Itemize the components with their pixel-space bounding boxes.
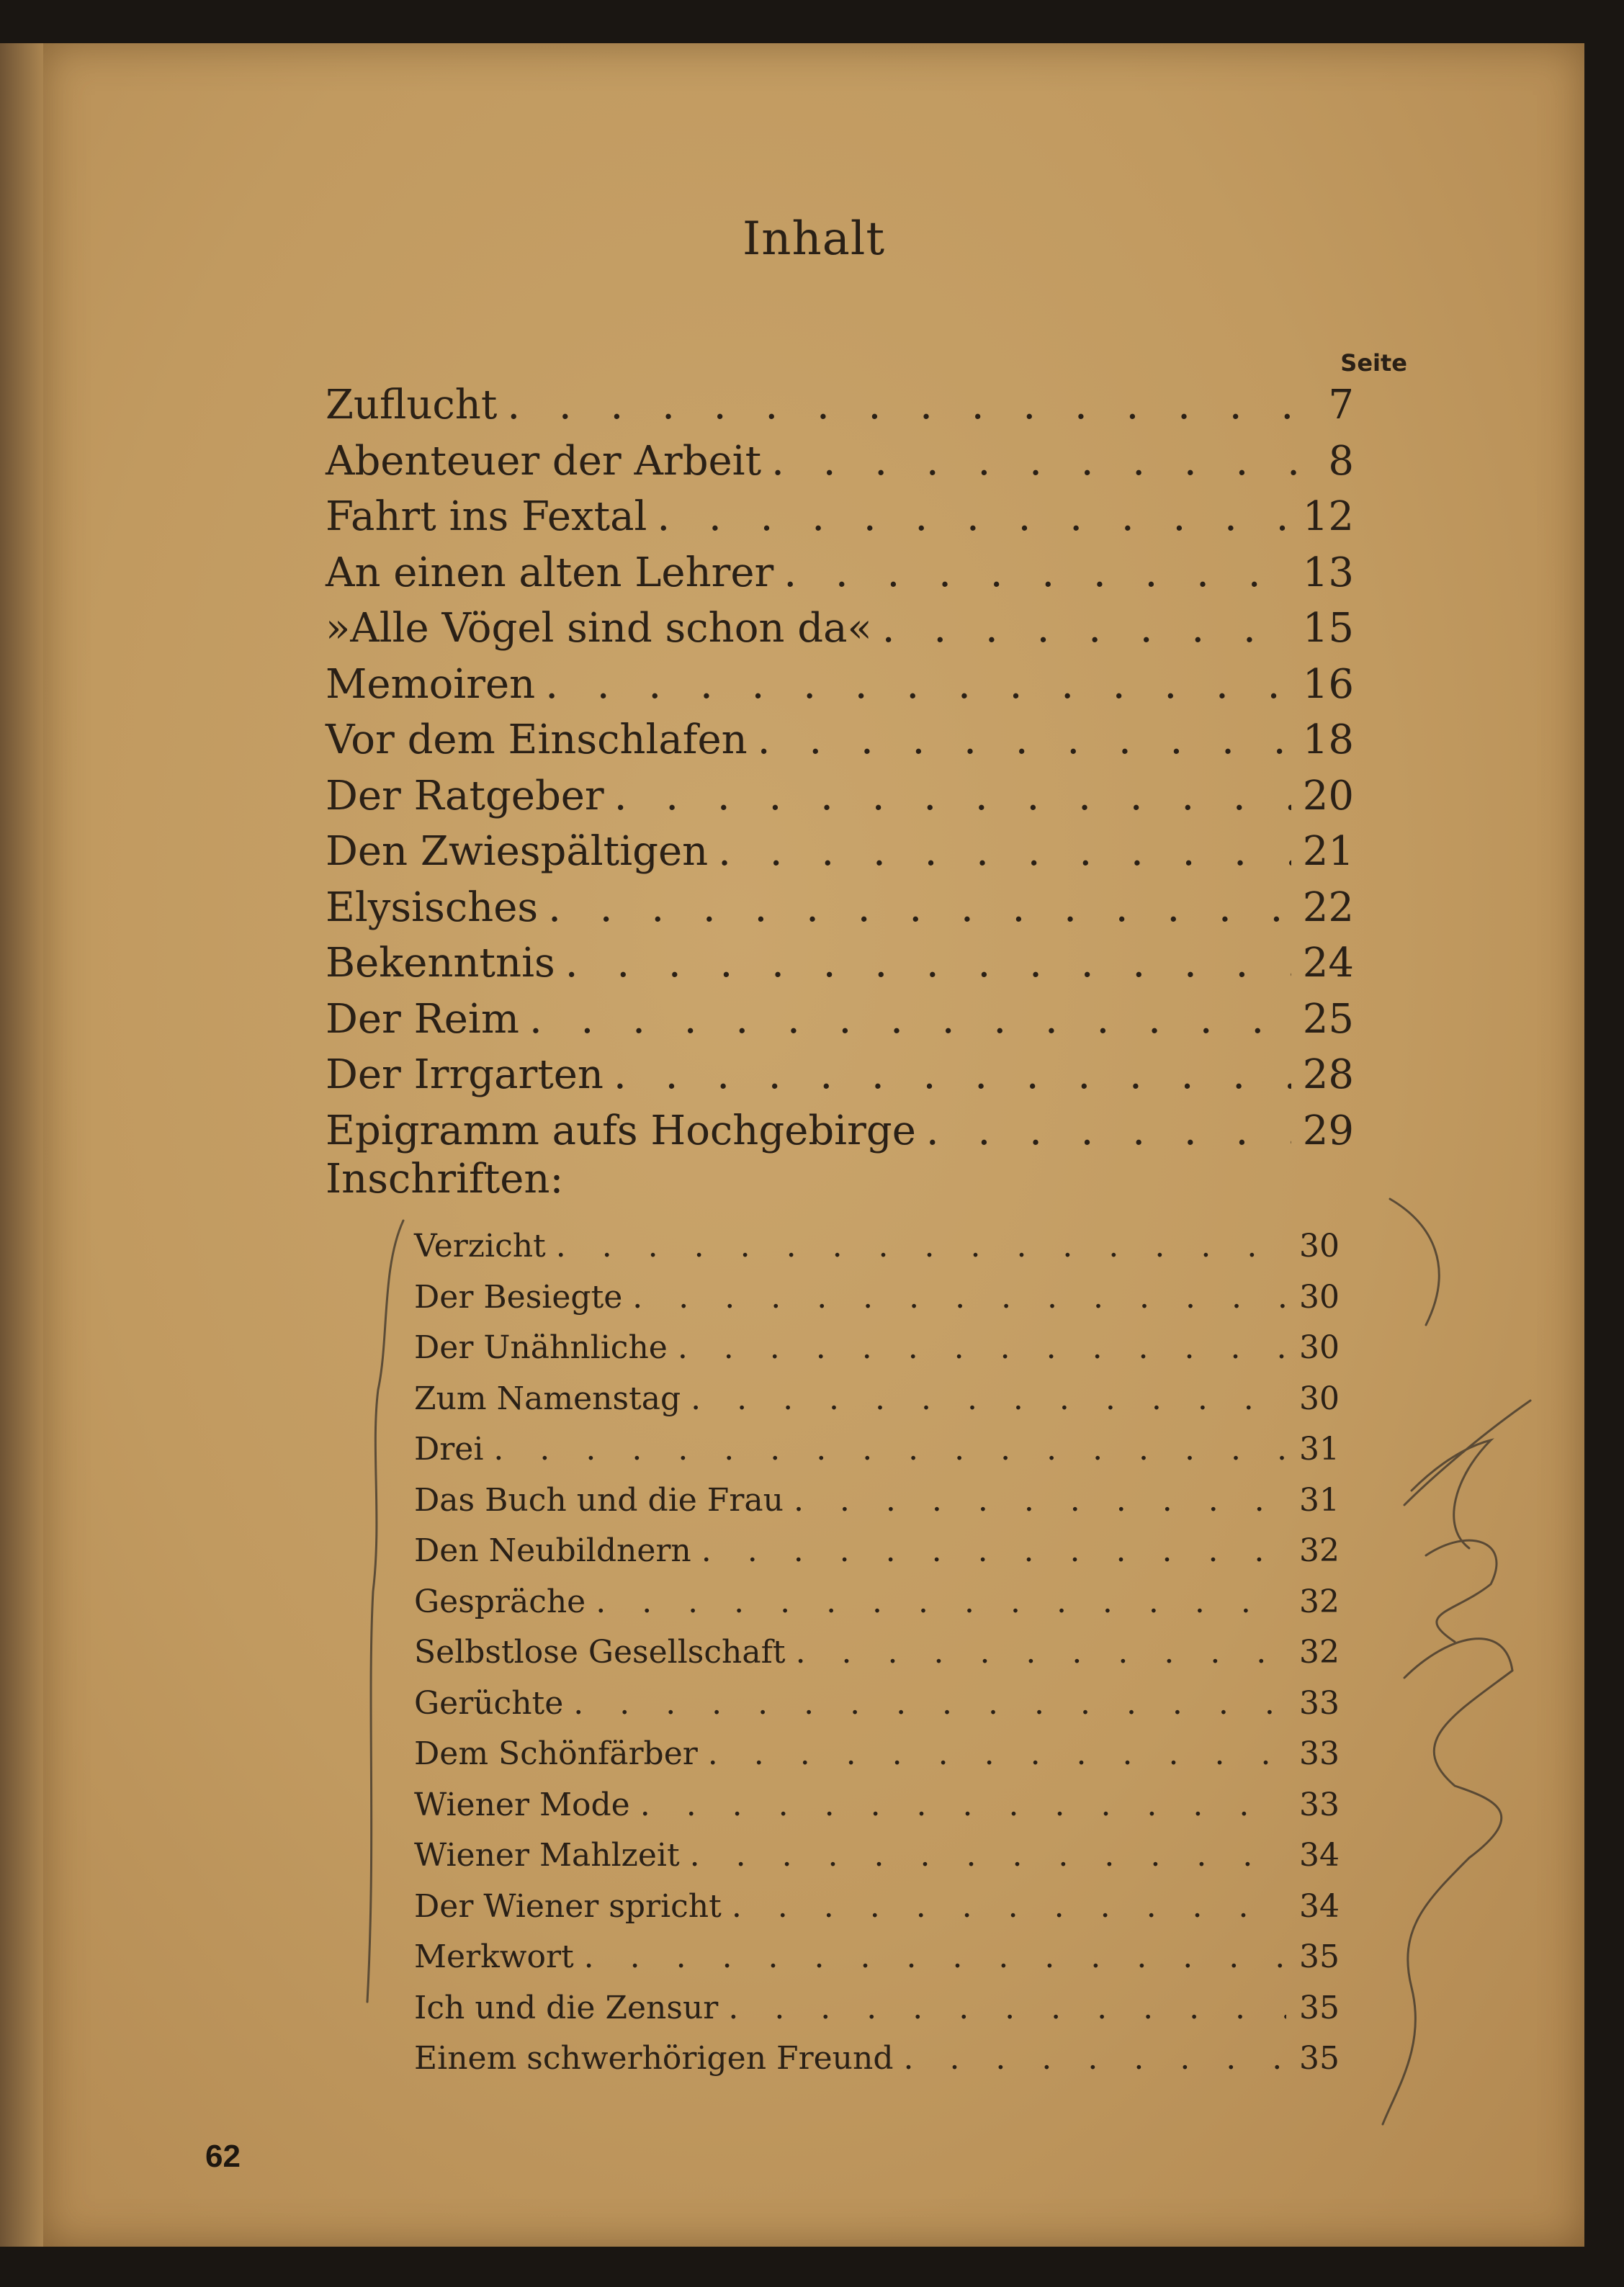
toc-leader-dots xyxy=(640,1787,1286,1823)
toc-leader-dots xyxy=(728,1990,1286,2026)
toc-entry-page: 7 xyxy=(1328,382,1354,428)
toc-entry-title: Der Besiegte xyxy=(414,1278,623,1316)
toc-entry-page: 16 xyxy=(1302,660,1354,708)
toc-entry-page: 22 xyxy=(1302,884,1354,931)
toc-entry-title: Einem schwerhörigen Freund xyxy=(414,2040,894,2077)
toc-entry xyxy=(326,661,1354,708)
toc-leader-dots xyxy=(614,1051,1291,1098)
toc-entry-title: Den Neubildnern xyxy=(414,1532,691,1569)
toc-entry xyxy=(326,382,1354,428)
toc-leader-dots xyxy=(529,996,1291,1043)
toc-entry xyxy=(326,1051,1354,1098)
toc-entry-page: 35 xyxy=(1299,2040,1340,2077)
toc-entry-page: 35 xyxy=(1299,1938,1340,1975)
toc-entry-title: Der Irrgarten xyxy=(326,1051,604,1098)
toc-entry-title: Zum Namenstag xyxy=(414,1380,681,1417)
toc-leader-dots xyxy=(614,773,1291,819)
toc-leader-dots xyxy=(545,661,1291,708)
toc-entry-page: 25 xyxy=(1302,995,1354,1043)
toc-entry-title: Der Unähnliche xyxy=(414,1329,668,1366)
toc-entry xyxy=(414,1735,1340,1772)
toc-entry-title: Drei xyxy=(414,1431,484,1468)
toc-entry-page: 33 xyxy=(1299,1735,1340,1772)
toc-entry-title: Zuflucht xyxy=(326,382,498,428)
toc-entry xyxy=(326,828,1354,875)
toc-leader-dots xyxy=(701,1532,1286,1569)
section-label-row xyxy=(326,1156,563,1203)
toc-entry-title: Bekenntnis xyxy=(326,940,555,987)
toc-entry xyxy=(326,940,1354,987)
toc-leader-dots xyxy=(708,1735,1286,1772)
toc-leader-dots xyxy=(690,1837,1286,1874)
toc-entry-page: 13 xyxy=(1302,549,1354,596)
toc-entry-title: Merkwort xyxy=(414,1938,574,1975)
toc-entry-page: 30 xyxy=(1299,1380,1340,1417)
toc-entry-title: Den Zwiespältigen xyxy=(326,828,709,875)
toc-entry-page: 20 xyxy=(1302,772,1354,819)
toc-entry-page: 24 xyxy=(1302,940,1354,987)
toc-leader-dots xyxy=(493,1431,1286,1468)
toc-entry-title: Verzicht xyxy=(414,1228,546,1264)
toc-entry xyxy=(326,884,1354,931)
toc-entry-page: 35 xyxy=(1299,1989,1340,2026)
toc-leader-dots xyxy=(691,1380,1286,1417)
toc-entry xyxy=(414,1431,1340,1468)
toc-leader-dots xyxy=(758,716,1291,763)
toc-entry-page: 32 xyxy=(1299,1634,1340,1671)
toc-leader-dots xyxy=(565,940,1291,987)
toc-leader-dots xyxy=(548,884,1291,931)
toc-entry xyxy=(414,1329,1340,1366)
toc-entry xyxy=(326,996,1354,1043)
toc-entry-title: Der Ratgeber xyxy=(326,772,604,819)
toc-entry-title: Wiener Mahlzeit xyxy=(414,1837,680,1874)
toc-entry-page: 34 xyxy=(1299,1837,1340,1874)
page-number: 62 xyxy=(205,2139,241,2174)
toc-entry xyxy=(414,1685,1340,1722)
book-page xyxy=(43,43,1584,2247)
toc-entry-page: 34 xyxy=(1299,1887,1340,1925)
toc-entry xyxy=(326,493,1354,540)
toc-entry-title: Das Buch und die Frau xyxy=(414,1481,784,1519)
toc-entry xyxy=(326,1107,1354,1154)
toc-leader-dots xyxy=(784,549,1291,596)
toc-entry-page: 30 xyxy=(1299,1278,1340,1316)
toc-entry-title: Dem Schönfärber xyxy=(414,1735,698,1772)
toc-entry xyxy=(326,773,1354,819)
toc-leader-dots xyxy=(573,1685,1286,1722)
toc-entry xyxy=(414,1634,1340,1671)
toc-entry-title: An einen alten Lehrer xyxy=(326,549,774,596)
toc-leader-dots xyxy=(657,493,1291,540)
toc-leader-dots xyxy=(794,1482,1286,1519)
toc-entry-title: Wiener Mode xyxy=(414,1786,630,1823)
toc-leader-dots xyxy=(882,605,1291,652)
toc-leader-dots xyxy=(507,382,1301,428)
toc-entry-page: 31 xyxy=(1299,1431,1340,1468)
toc-entry-page: 8 xyxy=(1328,437,1354,485)
toc-leader-dots xyxy=(903,2040,1286,2077)
toc-entry xyxy=(414,1380,1340,1417)
toc-leader-dots xyxy=(556,1228,1286,1264)
toc-entry-page: 18 xyxy=(1302,716,1354,763)
toc-entry-title: Selbstlose Gesellschaft xyxy=(414,1634,786,1671)
toc-entry xyxy=(414,1837,1340,1874)
toc-entry xyxy=(414,1279,1340,1316)
toc-entry-title: Epigramm aufs Hochgebirge xyxy=(326,1107,916,1154)
toc-entry xyxy=(414,1990,1340,2026)
toc-entry-title: Vor dem Einschlafen xyxy=(326,716,748,763)
section-label: Inschriften: xyxy=(326,1156,564,1203)
toc-entry-page: 31 xyxy=(1299,1481,1340,1519)
toc-entry-page: 32 xyxy=(1299,1532,1340,1569)
toc-entry xyxy=(414,2040,1340,2077)
toc-entry-page: 12 xyxy=(1302,493,1354,540)
toc-entry xyxy=(414,1787,1340,1823)
toc-leader-dots xyxy=(796,1634,1286,1671)
toc-entry xyxy=(326,605,1354,652)
toc-entry-page: 30 xyxy=(1299,1329,1340,1366)
toc-entry-page: 21 xyxy=(1302,828,1354,875)
page-title: Inhalt xyxy=(742,212,886,266)
toc-leader-dots xyxy=(926,1107,1291,1154)
toc-entry-title: Fahrt ins Fextal xyxy=(326,493,647,540)
toc-entry-page: 15 xyxy=(1302,605,1354,652)
toc-entry xyxy=(414,1938,1340,1975)
toc-entry-page: 28 xyxy=(1302,1051,1354,1098)
toc-entry xyxy=(414,1583,1340,1620)
toc-entry-page: 30 xyxy=(1299,1228,1340,1264)
toc-leader-dots xyxy=(732,1888,1286,1925)
toc-entry-title: Ich und die Zensur xyxy=(414,1989,719,2026)
toc-entry-title: Elysisches xyxy=(326,884,539,931)
toc-entry-title: Der Reim xyxy=(326,995,519,1043)
toc-entry xyxy=(326,716,1354,763)
toc-entry-title: Abenteuer der Arbeit xyxy=(326,437,762,485)
toc-entry-title: »Alle Vögel sind schon da« xyxy=(326,605,872,652)
toc-entry-title: Gespräche xyxy=(414,1583,586,1620)
toc-leader-dots xyxy=(678,1329,1286,1366)
toc-entry xyxy=(414,1228,1340,1264)
page-column-header: Seite xyxy=(1340,349,1407,377)
toc-entry-page: 33 xyxy=(1299,1684,1340,1722)
toc-entry xyxy=(326,438,1354,485)
toc-leader-dots xyxy=(584,1938,1286,1975)
toc-leader-dots xyxy=(718,828,1291,875)
toc-entry-title: Der Wiener spricht xyxy=(414,1887,722,1925)
toc-entry-title: Gerüchte xyxy=(414,1684,564,1722)
toc-entry xyxy=(326,549,1354,596)
toc-leader-dots xyxy=(632,1279,1286,1316)
toc-entry-page: 33 xyxy=(1299,1786,1340,1823)
toc-entry xyxy=(414,1482,1340,1519)
toc-entry xyxy=(414,1532,1340,1569)
toc-leader-dots xyxy=(771,438,1301,485)
toc-entry-title: Memoiren xyxy=(326,660,536,708)
toc-entry xyxy=(414,1888,1340,1925)
toc-entry-page: 29 xyxy=(1302,1107,1354,1154)
toc-entry-page: 32 xyxy=(1299,1583,1340,1620)
toc-leader-dots xyxy=(596,1583,1286,1620)
